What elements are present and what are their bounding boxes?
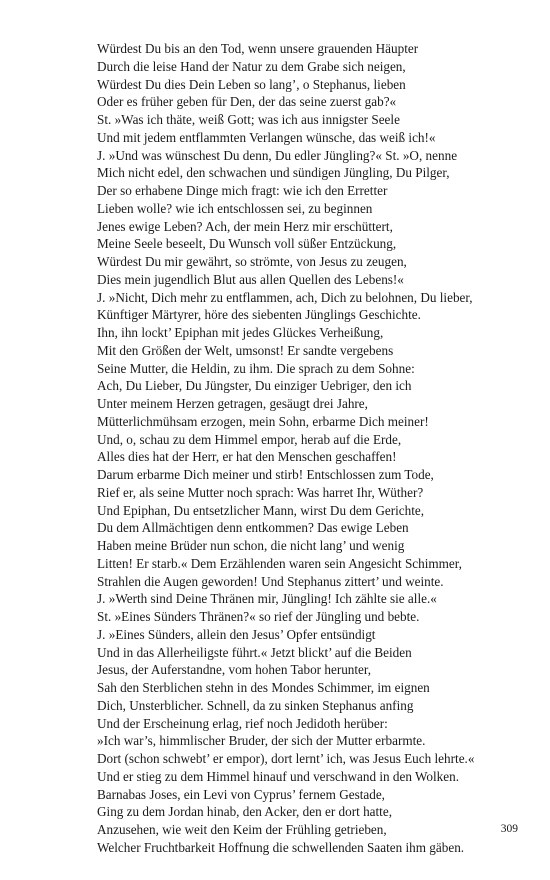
verse-line: Strahlen die Augen geworden! Und Stephanus zittert’ und weinte. [97,573,444,589]
verse-line: Würdest Du dies Dein Leben so lang’, o Stephanus, lieben [97,76,406,92]
verse-line: Dies mein jugendlich Blut aus allen Quellen des Lebens!« [97,271,404,287]
verse-line: Ach, Du Lieber, Du Jüngster, Du einziger Uebriger, den ich [97,378,412,394]
verse-line: Barnabas Joses, ein Levi von Cyprus’ fernem Gestade, [97,786,385,802]
verse-line: Jenes ewige Leben? Ach, der mein Herz mir erschüttert, [97,218,393,234]
verse-line: Oder es früher geben für Den, der das seine zuerst gab?« [97,94,397,110]
verse-line: Mit den Größen der Welt, umsonst! Er sandte vergebens [97,342,394,358]
verse-line: Und in das Allerheiligste führt.« Jetzt blickt’ auf die Beiden [97,644,412,660]
verse-line: Künftiger Märtyrer, höre des siebenten Jünglings Geschichte. [97,307,421,323]
verse-line: Rief er, als seine Mutter noch sprach: Was harret Ihr, Wüther? [97,484,424,500]
verse-line: Würdest Du bis an den Tod, wenn unsere grauenden Häupter [97,41,419,56]
verse-line: Mich nicht edel, den schwachen und sündigen Jüngling, Du Pilger, [97,165,450,181]
verse-line: Litten! Er starb.« Dem Erzählenden waren sein Angesicht Schimmer, [97,555,462,571]
verse-line: Und Epiphan, Du entsetzlicher Mann, wirst Du dem Gerichte, [97,502,425,518]
verse-line: Sah den Sterblichen stehn in des Mondes Schimmer, im eignen [97,680,430,695]
verse-line: Welcher Fruchtbarkeit Hoffnung die schwellenden Saaten ihm gäben. [97,839,465,855]
verse-line: Der so erhabene Dinge mich fragt: wie ich den Erretter [97,183,388,198]
verse-line: Du dem Allmächtigen denn entkommen? Das ewige Leben [97,520,409,536]
verse-line: Und der Erscheinung erlag, rief noch Jedidoth herüber: [97,715,388,731]
verse-line: St. »Was ich thäte, weiß Gott; was ich aus innigster Seele [97,112,400,127]
verse-line: Dich, Unsterblicher. Schnell, da zu sinken Stephanus anfing [97,697,414,713]
verse-line: Anzusehen, wie weit den Keim der Frühling getrieben, [97,822,387,837]
verse-line: Lieben wolle? wie ich entschlossen sei, zu beginnen [97,200,373,216]
verse-line: J. »Werth sind Deine Thränen mir, Jüngling! Ich zählte sie alle.« [97,591,437,607]
verse-line: J. »Eines Sünders, allein den Jesus’ Opfer entsündigt [97,626,376,642]
verse-line: Und er stieg zu dem Himmel hinauf und verschwand in den Wolken. [97,768,459,784]
verse-line: Jesus, der Auferstandne, vom hohen Tabor herunter, [97,662,372,678]
verse-line: Durch die leise Hand der Natur zu dem Grabe sich neigen, [97,58,406,74]
verse-line: J. »Und was wünschest Du denn, Du edler Jüngling?« St. »O, nenne [97,147,458,163]
verse-line: J. »Nicht, Dich mehr zu entflammen, ach, Dich zu belohnen, Du lieber, [97,289,473,305]
verse-line: Haben meine Brüder nun schon, die nicht lang’ und wenig [97,538,405,553]
verse-line: Ihn, ihn lockt’ Epiphan mit jedes Glückes Verheißung, [97,325,384,340]
verse-line: Seine Mutter, die Heldin, zu ihm. Die sprach zu dem Sohne: [97,360,415,376]
verse-line: Mütterlichmühsam erzogen, mein Sohn, erbarme Dich meiner! [97,413,429,429]
page-number: 309 [500,823,518,835]
verse-line: Darum erbarme Dich meiner und stirb! Entschlossen zum Tode, [97,467,434,482]
verse-line: Unter meinem Herzen getragen, gesäugt drei Jahre, [97,396,368,411]
verse-text-block [97,40,527,857]
verse-line: Und mit jedem entflammten Verlangen wünsche, das weiß ich!« [97,129,436,145]
verse-line: Würdest Du mir gewährt, so strömte, von Jesus zu zeugen, [97,254,407,269]
verse-line: Dort (schon schwebt’ er empor), dort lernt’ ich, was Jesus Euch lehrte.« [97,751,475,766]
verse-line: Alles dies hat der Herr, er hat den Menschen geschaffen! [97,449,397,465]
verse-line: »Ich war’s, himmlischer Bruder, der sich der Mutter erbarmte. [97,733,426,749]
verse-line: Und, o, schau zu dem Himmel empor, herab auf die Erde, [97,431,402,447]
verse-line: St. »Eines Sünders Thränen?« so rief der Jüngling und bebte. [97,609,420,624]
verse-line: Meine Seele beseelt, Du Wunsch voll süßer Entzückung, [97,236,397,252]
verse-line: Ging zu dem Jordan hinab, den Acker, den er dort hatte, [97,804,392,820]
